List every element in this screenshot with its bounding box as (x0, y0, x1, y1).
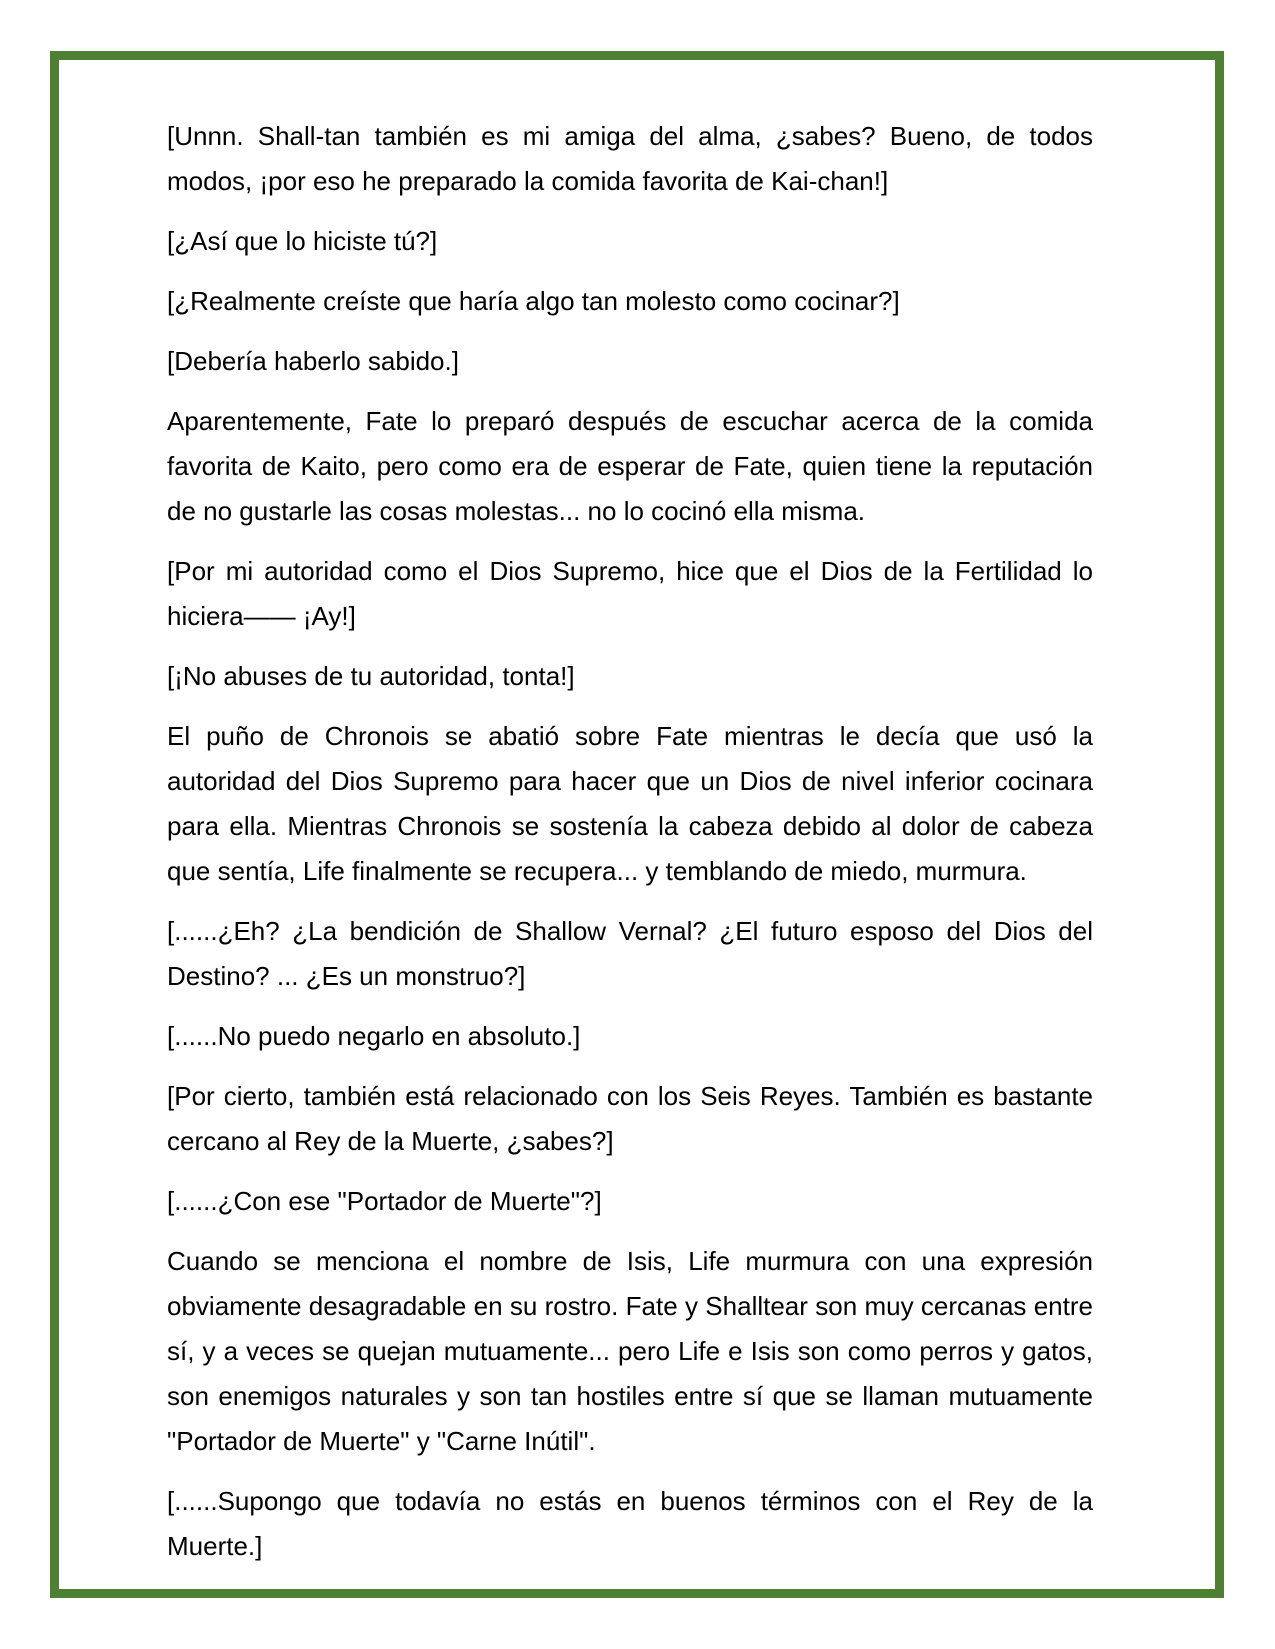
paragraph: El puño de Chronois se abatió sobre Fate mientras le decía que usó la autoridad del Dios Supremo para hacer que un Dios de nivel inferior cocinara para ella. Mientras Chronois se sostenía la cabeza debido al dolor de cabeza que sentía, Life finalmente se recupera... y temblando de miedo, murmura. (167, 721, 1093, 886)
paragraph: [Por mi autoridad como el Dios Supremo, hice que el Dios de la Fertilidad lo hiciera—— ¡Ay!] (167, 556, 1093, 631)
paragraph: [¿Así que lo hiciste tú?] (167, 226, 438, 256)
paragraph: [......No puedo negarlo en absoluto.] (167, 1021, 581, 1051)
paragraph: [......¿Eh? ¿La bendición de Shallow Vernal? ¿El futuro esposo del Dios del Destino? ... ¿Es un monstruo?] (167, 916, 1093, 991)
paragraph: [Debería haberlo sabido.] (167, 346, 459, 376)
paragraph: [¿Realmente creíste que haría algo tan molesto como cocinar?] (167, 286, 900, 316)
paragraph: Cuando se menciona el nombre de Isis, Life murmura con una expresión obviamente desagradable en su rostro. Fate y Shalltear son muy cercanas entre sí, y a veces se quejan mutuamente... pero Life e Isis son como perros y gatos, son enemigos naturales y son tan hostiles entre sí que se llaman mutuamente "Portador de Muerte" y "Carne Inútil". (167, 1246, 1093, 1456)
paragraph: [......Supongo que todavía no estás en buenos términos con el Rey de la Muerte.] (167, 1486, 1093, 1561)
paragraph: Aparentemente, Fate lo preparó después de escuchar acerca de la comida favorita de Kaito, pero como era de esperar de Fate, quien tiene la reputación de no gustarle las cosas molestas... no lo cocinó ella misma. (167, 406, 1093, 526)
paragraph: [¡No abuses de tu autoridad, tonta!] (167, 661, 575, 691)
paragraph: [Unnn. Shall-tan también es mi amiga del alma, ¿sabes? Bueno, de todos modos, ¡por eso he preparado la comida favorita de Kai-chan!] (167, 121, 1093, 196)
paragraph: [......¿Con ese "Portador de Muerte"?] (167, 1186, 602, 1216)
document-text-block (167, 114, 1093, 1569)
paragraph: [Por cierto, también está relacionado con los Seis Reyes. También es bastante cercano al Rey de la Muerte, ¿sabes?] (167, 1081, 1093, 1156)
